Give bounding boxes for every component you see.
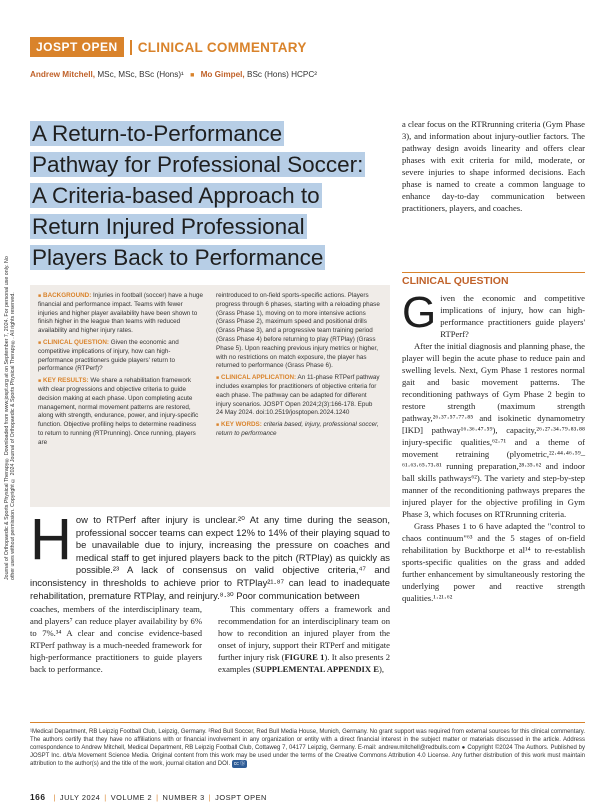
bullet-square-icon: ■ — [216, 422, 220, 429]
abstract-box — [30, 285, 390, 507]
body-column-right-top — [402, 118, 585, 214]
issue-number: NUMBER 3 — [162, 793, 205, 802]
background-text: Injuries in football (soccer) have a huge financial and performance impact. Teams with fewer injuries and higher player availability have been shown to finish higher in the league than teams with reduced availability and higher injury rates. — [38, 292, 203, 335]
author-line — [30, 70, 317, 79]
column-b-part-3: ), — [378, 664, 384, 674]
body-column-a — [30, 603, 202, 675]
footnote-text: ¹Medical Department, RB Leipzig Football Club, Leipzig, Germany. ²Red Bull Soccer, Red Bull Media House, Munich, Germany. No grant support was required from external sources for this clinical commentary. The authors certify that they have no affiliations with or financial involvement in any organization or entity with a direct financial interest in the subject matter or materials discussed in the article. Address correspondence to Andrew Mitchell, Medical Department, RB Leipzig Football Club, Cottaweg 7, 04177 Leipzig, Germany. E-mail: andrew.mitchell@redbulls.com ● Copyright ©2024 The Authors. Published by JOSPT Inc. d/b/a Movement Science Media. Original content from this work may be used under the terms of the Creative Commons Attribution 4.0 License. Any further distribution of this work must maintain attribution to the author(s) and the title of the work, journal citation and DOI. — [30, 729, 585, 767]
author-2-name: Mo Gimpel, — [200, 70, 245, 79]
author-1-name: Andrew Mitchell, — [30, 70, 96, 79]
section-label: CLINICAL COMMENTARY — [130, 40, 307, 55]
article-title — [30, 118, 390, 273]
abstract-key-results — [38, 377, 203, 447]
issue-volume: VOLUME 2 — [110, 793, 153, 802]
abstract-continuation: reintroduced to on-field sports-specific actions. Players progress through 6 phases, starting with a reloading phase (Grass Phase 1), moving on to more intensive actions (Grass Phase 2), maximum speed and positional drills (Grass Phase 3), and a progressive team training period (Grass Phase 4) before returning to play (RTPlay) (Grass Phase 5). Upon reaching previous injury metrics or higher, with no restrictions on match exposure, the player has returned to performance (Grass Phase 6). — [216, 292, 380, 370]
clinical-application-label: CLINICAL APPLICATION: — [221, 374, 297, 382]
title-line-1: A Return-to-Performance — [32, 121, 283, 146]
body-column-right-bottom — [402, 288, 585, 604]
clinical-question-heading: CLINICAL QUESTION — [402, 272, 585, 287]
journal-header — [30, 36, 307, 58]
page-footer: 166 | JULY 2024 | VOLUME 2 | NUMBER 3 | JOSPT OPEN — [30, 792, 267, 802]
key-results-label: KEY RESULTS: — [43, 377, 89, 385]
figure-1-link[interactable]: FIGURE 1 — [284, 652, 325, 662]
creative-commons-icon: cc ⓑ — [233, 761, 246, 767]
column-b-part-2: ). It also presents 2 examples ( — [218, 652, 391, 674]
bullet-square-icon: ■ — [38, 339, 42, 346]
author-1-credentials: MSc, MSc, BSc (Hons)¹ — [95, 70, 184, 79]
column-right-top-text: a clear focus on the RTRrunning criteria (Gym Phase 3), and information about injury-outlier factors. The pathway design avoids linearity and offers clear phases with exit criteria for mild, moderate, or severe injuries to shape informed decisions. Each phase is named to create a common language to enhance day-to-day communication between practitioners, players, and coaches. — [402, 119, 585, 213]
intro-text: ow to RTPerf after injury is unclear.²⁰ At any time during the season, professional soccer teams can expect 12% to 14% of their playing squad to be unavailable due to injury, increasing the pressure on coaches and medical staff to get injured players back to the pitch (RTPlay) as quickly as possible.²³ A lack of consensus on valid objective criteria,⁴⁷ and inconsistency in thresholds to achieve prior to RTPlay²¹·⁸⁷ can lead to inadequate rehabilitation, premature RTPlay, and reinjury.⁸·³⁰ Poor communication between — [30, 514, 390, 601]
clinical-question-paragraph-3: Grass Phases 1 to 6 have adapted the "control to chaos continuum"⁶³ and the 5 stages of on-field rehabilitation by Buckthorpe et al¹⁴ to re-establish sports-specific qualities on the grass and added further enhancement by simultaneously restoring the underlying power and reactive strength qualities.¹·²¹·⁶² — [402, 521, 585, 603]
bullet-square-icon: ■ — [38, 378, 42, 385]
clinical-question-text: Given the economic and competitive implications of injury, how can high-performance practitioners guide players' return to performance (RTPerf)? — [38, 338, 179, 373]
clinical-question-paragraph-1: iven the economic and competitive implications of injury, how can high-performance practitioners guide players' RTPerf? — [440, 293, 585, 339]
abstract-right-column — [216, 292, 381, 442]
title-line-4: Return Injured Professional — [32, 214, 305, 239]
body-column-b — [218, 603, 390, 675]
supplemental-appendix-link[interactable]: SUPPLEMENTAL APPENDIX E — [255, 664, 379, 674]
abstract-clinical-question — [38, 339, 203, 374]
abstract-clinical-application — [216, 374, 381, 418]
journal-badge: JOSPT OPEN — [30, 37, 124, 57]
clinical-question-paragraph-2: After the initial diagnosis and planning phase, the player will begin the acute phase to reduce pain and swelling levels. Next, Gym Phase 1 restores normal gait and basic movement patterns. The reconditioning pathways of Gym Phase 2 begin to restore strength (maximum strength pathway,²⁶·³⁷·⁵⁷·⁷⁷·⁸⁵ and isokinetic dynamometry [IKD] pathway¹⁶·³⁶·⁴⁷·⁵⁹), capacity,²⁶·²⁷·³⁴·⁷⁹·⁸³·⁸⁸ injury-specific qualities,⁶²·⁷¹ and a theme of movement retraining (plyometric,²²·⁴⁴·⁴⁶·⁵⁹–⁶¹·⁶³·⁶⁵·⁷³·⁸¹ running preparation,²⁸·³⁵·⁶² and indoor ball skills pathways⁶²). The variety and step-by-step manner of the reconditioning pathways prepares the injured player for the objective profiling in Gym Phase 3, which focuses on RTRrunning criteria. — [402, 341, 585, 519]
separator-square-icon: ■ — [190, 72, 195, 79]
author-2-credentials: BSc (Hons) HCPC² — [244, 70, 318, 79]
key-words-text: criteria based, injury, professional soccer, return to performance — [216, 421, 379, 437]
key-words-label: KEY WORDS: — [221, 421, 262, 429]
column-a-text: coaches, members of the interdisciplinary team, and players⁷ can reduce player availability by 6% to 7%.³⁴ A clear and concise evidence-based RTPerf pathway is a much-needed framework for high-performance practitioners to guide players back to performance. — [30, 604, 202, 674]
issue-month: JULY 2024 — [59, 793, 101, 802]
title-line-2: Pathway for Professional Soccer: — [32, 152, 364, 177]
background-label: BACKGROUND: — [43, 292, 92, 299]
bullet-square-icon: ■ — [38, 293, 42, 299]
page-number: 166 — [30, 792, 46, 802]
clinical-question-dropcap: G — [402, 288, 437, 337]
intro-paragraph — [30, 507, 390, 602]
column-b-part-1: This commentary offers a framework and recommendation for an interdisciplinary team on how to recondition an injured player from the onset of injury, support their RTPerf and mitigate further injury risk ( — [218, 604, 390, 662]
title-line-3: A Criteria-based Approach to — [32, 183, 320, 208]
journal-name: JOSPT OPEN — [215, 793, 267, 802]
intro-dropcap: H — [30, 507, 72, 572]
clinical-application-text: An 11-phase RTPerf pathway includes examples for practitioners of objective criteria for each phase. The pathway can be adapted for different injury scenarios. JOSPT Open 2024;2(3):166-178. Epub 24 May 2024. doi:10.2519/josptopen.2024.1240 — [216, 374, 380, 417]
column-b-text — [218, 603, 390, 675]
clinical-question-label: CLINICAL QUESTION: — [43, 338, 110, 346]
bullet-square-icon: ■ — [216, 375, 220, 382]
copyright-side-note: Journal of Orthopaedic & Sports Physical Therapy® Downloaded from www.jospt.org at on September 7, 2024. For personal use only. No other uses without permission. Copyright © 2024 Journal of Orthopaedic & Sports Physical Therapy®. All rights reserved. — [4, 256, 16, 580]
affiliation-footnote — [30, 722, 585, 768]
abstract-left-column — [38, 292, 203, 451]
abstract-background — [38, 292, 203, 336]
key-results-text: We share a rehabilitation framework with clear progressions and objective criteria to guide decision making at each phase. Upon completing acute management, normal movement patterns are restored, along with strength, endurance, power, and injury-specific function. Objective profiling helps to determine readiness to return to running (RTPrunning). Once running, players are — [38, 377, 199, 446]
title-line-5: Players Back to Performance — [32, 245, 324, 270]
abstract-key-words — [216, 421, 381, 439]
